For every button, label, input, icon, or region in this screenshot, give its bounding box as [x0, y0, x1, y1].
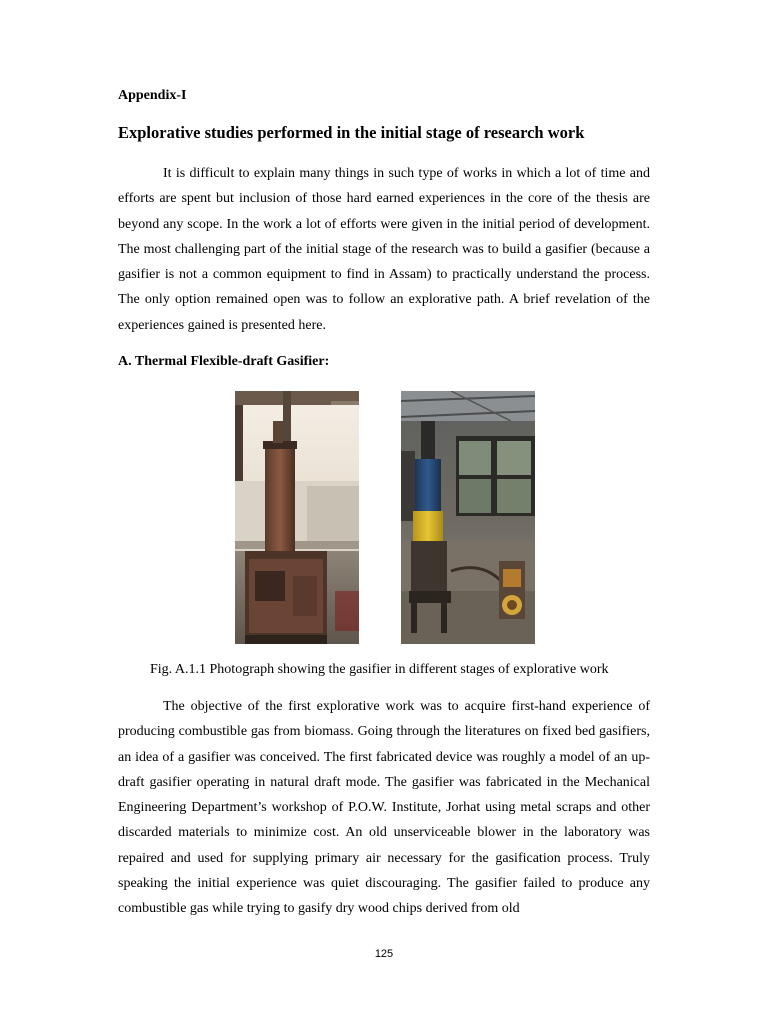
section-title: Explorative studies performed in the initial stage of research work [118, 123, 585, 142]
gasifier-photo-2 [401, 391, 535, 644]
body-paragraph: The objective of the first explorative work was to acquire first-hand experience of producing combustible gas from biomass. Going through the literatures on fixed bed gasifiers, an idea of a gasifier was conceived. The first fabricated device was roughly a model of an up-draft gasifier operating in natural draft mode. The gasifier was fabricated in the Mechanical Engineering Department’s workshop of P.O.W. Institute, Jorhat using metal scraps and other discarded materials to minimize cost. An old unserviceable blower in the laboratory was repaired and used for supplying primary air necessary for the gasification process. Truly speaking the initial experience was quiet discouraging. The gasifier failed to produce any combustible gas while trying to gasify dry wood chips derived from old [118, 699, 650, 917]
intro-paragraph: It is difficult to explain many things in such type of works in which a lot of time and efforts are spent but inclusion of those hard earned experiences in the core of the thesis are beyond any scope. In the work a lot of efforts were given in the initial period of development. The most challenging part of the initial stage of the research was to build a gasifier (because a gasifier is not a common equipment to find in Assam) to practically understand the process. The only option remained open was to follow an explorative path. A brief revelation of the experiences gained is presented here. [118, 166, 650, 333]
page-number: 125 [374, 948, 394, 960]
gasifier-photo-1 [235, 391, 359, 644]
figure-caption: Fig. A.1.1 Photograph showing the gasifier in different stages of explorative work [150, 662, 609, 677]
appendix-label: Appendix-I [118, 88, 187, 103]
subsection-heading: A. Thermal Flexible-draft Gasifier: [118, 354, 330, 369]
